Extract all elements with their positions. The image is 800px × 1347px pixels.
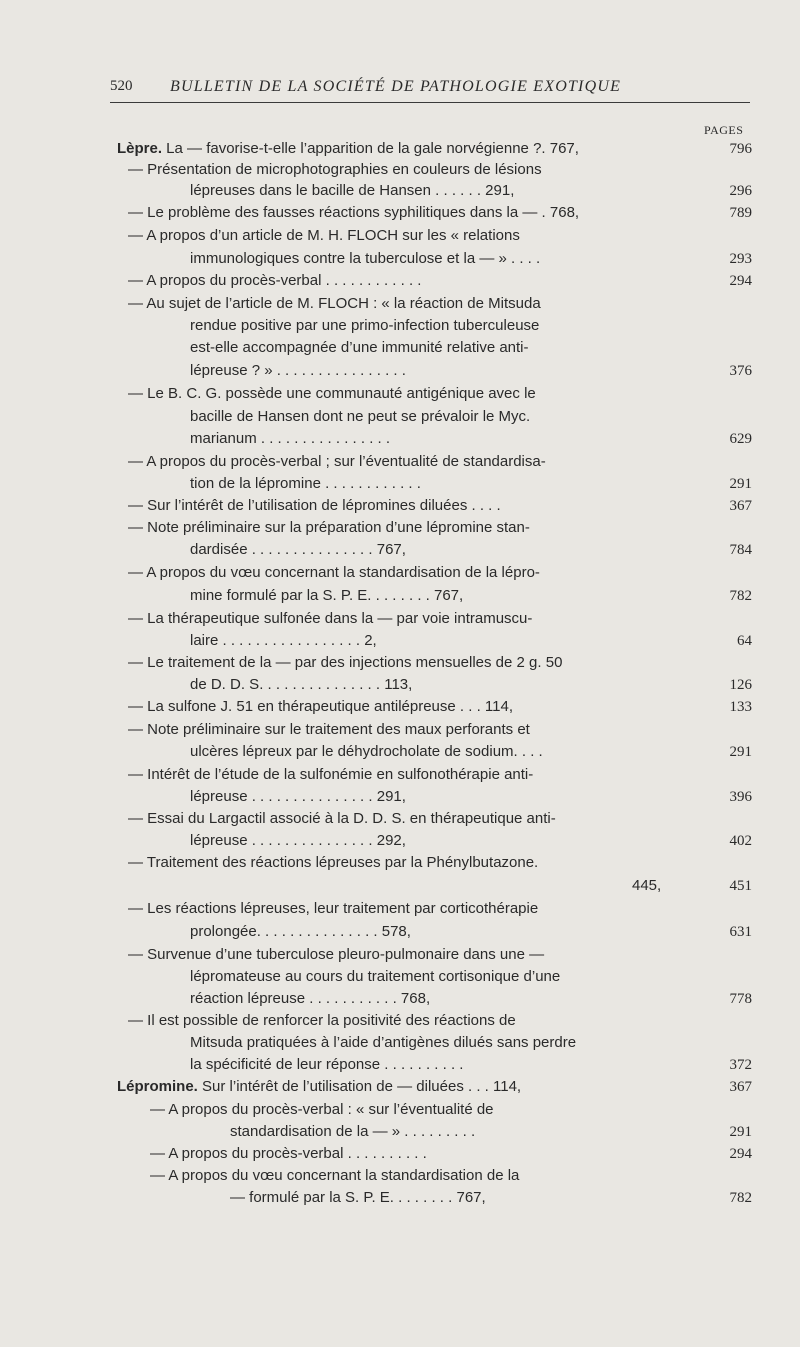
index-line: — Sur l’intérêt de l’utilisation de lépromines diluées . . . . (128, 497, 501, 514)
index-line: marianum . . . . . . . . . . . . . . . . (190, 430, 391, 447)
index-line: lépreuses dans le bacille de Hansen . . . . . . 291, (190, 182, 515, 199)
index-line: standardisation de la — » . . . . . . . . . (230, 1123, 476, 1140)
index-line: — La thérapeutique sulfonée dans la — par voie intramuscu- (128, 610, 533, 627)
index-line: — A propos du procès-verbal ; sur l’éventualité de standardisa- (128, 453, 546, 470)
index-line: Lèpre. La — favorise-t-elle l’apparition de la gale norvégienne ?. 767, (117, 140, 579, 157)
page-reference: 367 (729, 1079, 752, 1095)
page-reference: 782 (729, 588, 752, 604)
index-line: prolongée. . . . . . . . . . . . . . . 578, (190, 923, 411, 940)
index-line: — A propos du vœu concernant la standardisation de la (150, 1167, 520, 1184)
index-line: — formulé par la S. P. E. . . . . . . . 767, (230, 1189, 486, 1206)
index-line: — A propos d’un article de M. H. FLOCH sur les « relations (128, 227, 520, 244)
index-line: — Présentation de microphotographies en couleurs de lésions (128, 161, 542, 178)
page-reference: 631 (729, 924, 752, 940)
index-line: — A propos du procès-verbal . . . . . . . . . . (150, 1145, 427, 1162)
index-line: — Le B. C. G. possède une communauté antigénique avec le (128, 385, 536, 402)
page-reference: 778 (729, 991, 752, 1007)
journal-title: BULLETIN DE LA SOCIÉTÉ DE PATHOLOGIE EXOTIQUE (170, 78, 622, 95)
index-line: — Intérêt de l’étude de la sulfonémie en sulfonothérapie anti- (128, 766, 534, 783)
index-line: — Les réactions lépreuses, leur traitement par corticothérapie (128, 900, 539, 917)
index-line: ulcères lépreux par le déhydrocholate de sodium. . . . (190, 743, 543, 760)
page-reference: 372 (729, 1057, 752, 1073)
page-reference: 64 (737, 633, 752, 649)
index-line: la spécificité de leur réponse . . . . . . . . . . (190, 1056, 464, 1073)
index-line: — Note préliminaire sur la préparation d’une lépromine stan- (128, 519, 530, 536)
index-line: 445, (632, 877, 662, 894)
index-line: est-elle accompagnée d’une immunité relative anti- (190, 339, 529, 356)
index-line: laire . . . . . . . . . . . . . . . . . 2, (190, 632, 377, 649)
page-reference: 782 (729, 1190, 752, 1206)
page-reference: 294 (729, 1146, 752, 1162)
page-reference: 367 (729, 498, 752, 514)
index-line: — A propos du vœu concernant la standardisation de la lépro- (128, 564, 540, 581)
page-reference: 376 (729, 363, 752, 379)
pages-column-label: PAGES (704, 123, 744, 137)
page-reference: 133 (729, 699, 752, 715)
index-line: tion de la lépromine . . . . . . . . . . . . (190, 475, 421, 492)
page-reference: 789 (729, 205, 752, 221)
index-line: lépreuse . . . . . . . . . . . . . . . 292, (190, 832, 406, 849)
index-line: — A propos du procès-verbal . . . . . . . . . . . . (128, 272, 422, 289)
index-line: rendue positive par une primo-infection tuberculeuse (190, 317, 540, 334)
index-line: — Traitement des réactions lépreuses par la Phénylbutazone. (128, 854, 539, 871)
page-number: 520 (110, 78, 133, 94)
running-header (110, 78, 750, 103)
page-reference: 451 (729, 878, 752, 894)
index-line: lépreuse . . . . . . . . . . . . . . . 291, (190, 788, 406, 805)
page-reference: 396 (729, 789, 752, 805)
page-reference: 291 (729, 476, 752, 492)
page-reference: 126 (729, 677, 752, 693)
page-reference: 796 (729, 141, 752, 157)
index-line: — Le problème des fausses réactions syphilitiques dans la — . 768, (128, 204, 580, 221)
index-line: dardisée . . . . . . . . . . . . . . . 767, (190, 541, 406, 558)
index-line: — Il est possible de renforcer la positivité des réactions de (128, 1012, 516, 1029)
page-reference: 629 (729, 431, 752, 447)
page-reference: 402 (729, 833, 752, 849)
index-line: — A propos du procès-verbal : « sur l’éventualité de (150, 1101, 494, 1118)
index-line: Lépromine. Sur l’intérêt de l’utilisation de — diluées . . . 114, (117, 1078, 522, 1095)
index-line: — Survenue d’une tuberculose pleuro-pulmonaire dans une — (128, 946, 545, 963)
index-line: de D. D. S. . . . . . . . . . . . . . . 113, (190, 676, 413, 693)
index-line: Mitsuda pratiquées à l’aide d’antigènes dilués sans perdre (190, 1034, 577, 1051)
page-reference: 291 (729, 744, 752, 760)
page-reference: 784 (729, 542, 752, 558)
index-line: lépromateuse au cours du traitement cortisonique d’une (190, 968, 561, 985)
index-line: — Note préliminaire sur le traitement des maux perforants et (128, 721, 530, 738)
index-line: bacille de Hansen dont ne peut se prévaloir le Myc. (190, 408, 531, 425)
index-line: réaction lépreuse . . . . . . . . . . . 768, (190, 990, 431, 1007)
page-reference: 296 (729, 183, 752, 199)
page-reference: 291 (729, 1124, 752, 1140)
index-line: — Essai du Largactil associé à la D. D. S. en thérapeutique anti- (128, 810, 556, 827)
index-line: — Le traitement de la — par des injections mensuelles de 2 g. 50 (128, 654, 563, 671)
index-line: mine formulé par la S. P. E. . . . . . . . 767, (190, 587, 464, 604)
index-line: — La sulfone J. 51 en thérapeutique antilépreuse . . . 114, (128, 698, 513, 715)
index-line: immunologiques contre la tuberculose et la — » . . . . (190, 250, 541, 267)
page-reference: 294 (729, 273, 752, 289)
index-line: — Au sujet de l’article de M. FLOCH : « la réaction de Mitsuda (128, 295, 541, 312)
index-line: lépreuse ? » . . . . . . . . . . . . . . . . (190, 362, 406, 379)
page-reference: 293 (729, 251, 752, 267)
